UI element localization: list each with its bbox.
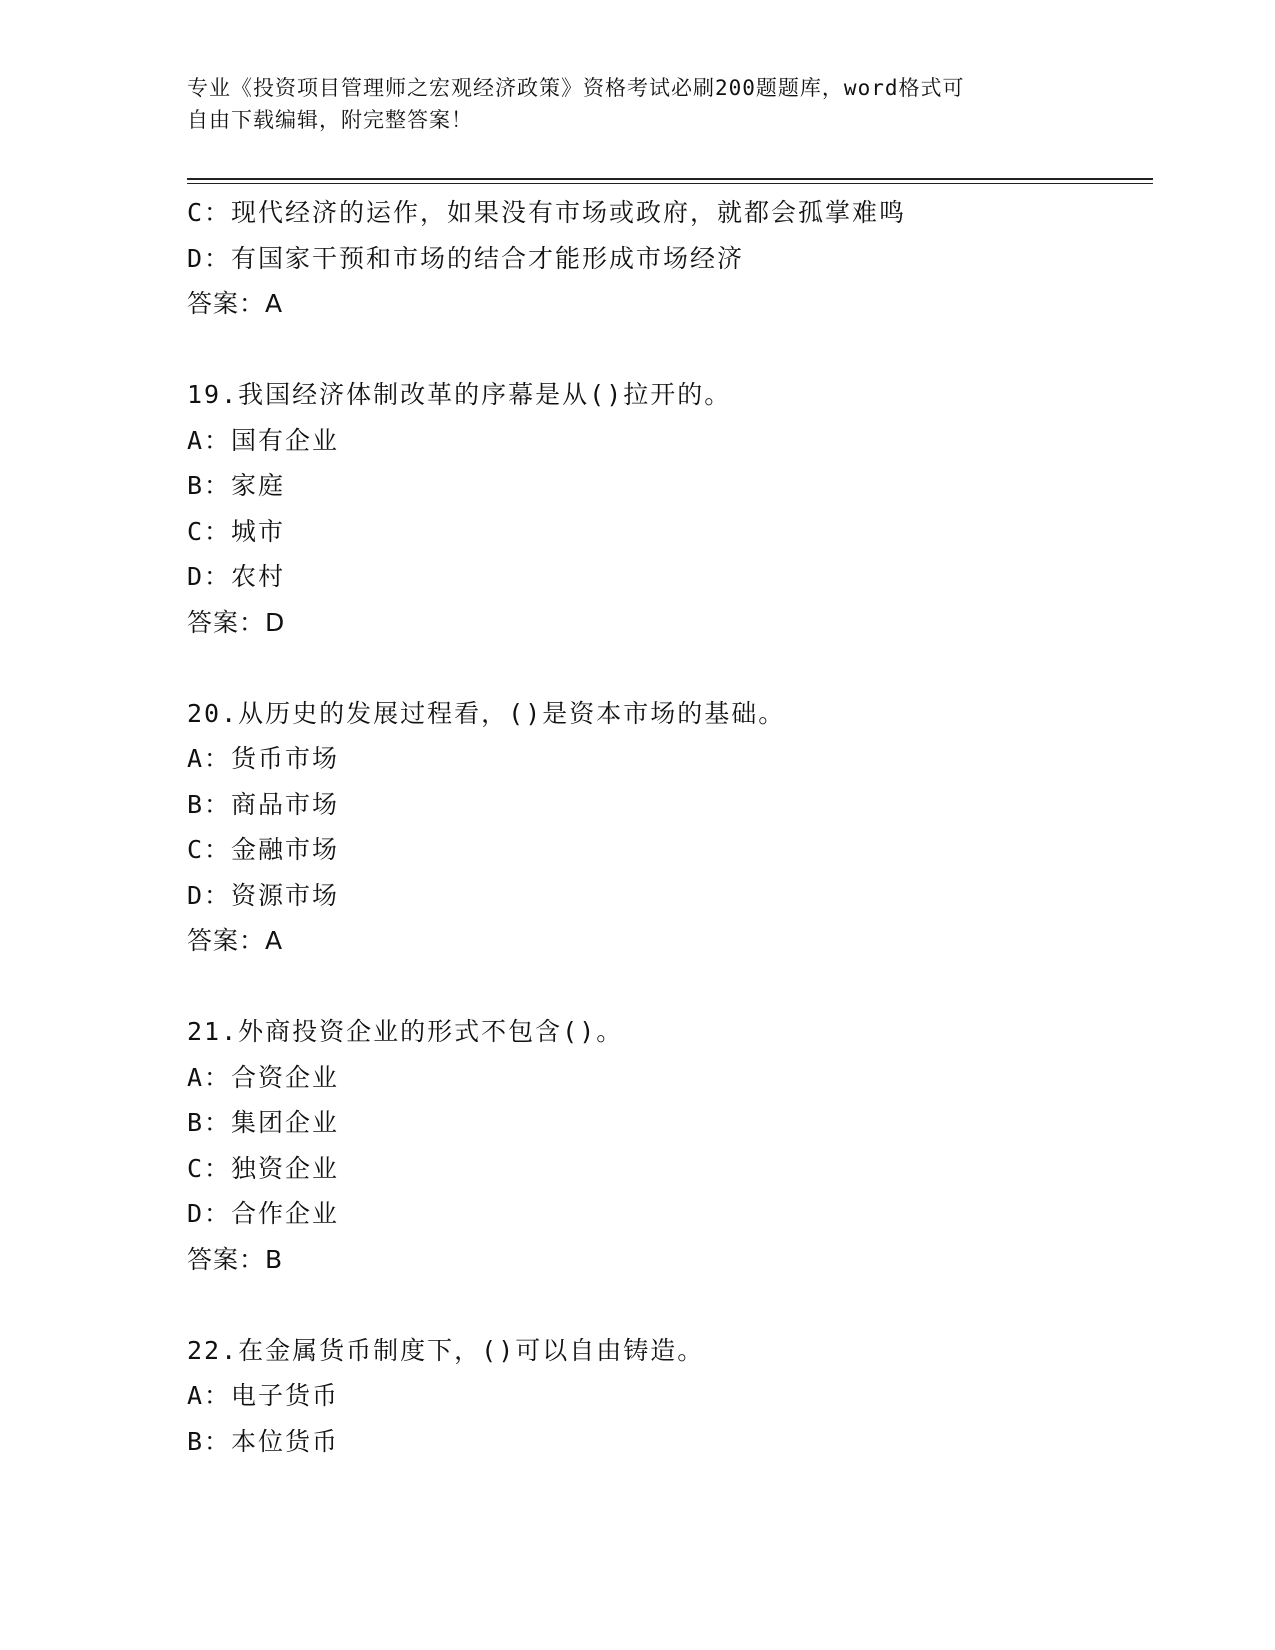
option-c: C：城市	[187, 516, 286, 546]
answer-line: 答案：A	[187, 289, 284, 318]
question-block-20	[187, 691, 1147, 964]
answer-line: 答案：B	[187, 1244, 284, 1274]
option-b: B：商品市场	[187, 789, 340, 819]
option-d: D：合作企业	[187, 1199, 340, 1228]
option-a: A：合资企业	[187, 1062, 340, 1092]
option-d: D：资源市场	[187, 880, 340, 910]
header-divider-thin	[187, 183, 1153, 184]
spacer	[187, 1282, 1147, 1328]
option-c: C：现代经济的运作，如果没有市场或政府，就都会孤掌难鸣	[187, 198, 907, 227]
option-a: A：国有企业	[187, 425, 340, 455]
question-block-continued	[187, 190, 1147, 327]
option-b: B：家庭	[187, 471, 286, 500]
question-block-21	[187, 1009, 1147, 1282]
question-stem: 20.从历史的发展过程看，()是资本市场的基础。	[187, 698, 786, 728]
option-c: C：金融市场	[187, 835, 340, 864]
option-d: D：有国家干预和市场的结合才能形成市场经济	[187, 243, 745, 273]
question-stem: 21.外商投资企业的形式不包含()。	[187, 1017, 624, 1046]
answer-line: 答案：A	[187, 926, 284, 955]
document-header	[187, 72, 1087, 136]
spacer	[187, 645, 1147, 691]
option-a: A：电子货币	[187, 1381, 340, 1410]
question-block-22	[187, 1328, 1147, 1465]
header-line-1: 专业《投资项目管理师之宏观经济政策》资格考试必刷200题题库，word格式可	[187, 76, 965, 100]
answer-line: 答案：D	[187, 607, 286, 637]
question-list	[187, 190, 1147, 1464]
option-c: C：独资企业	[187, 1153, 340, 1183]
question-stem: 22.在金属货币制度下，()可以自由铸造。	[187, 1335, 705, 1365]
option-d: D：农村	[187, 562, 286, 591]
header-line-2: 自由下载编辑，附完整答案！	[187, 108, 473, 132]
spacer	[187, 327, 1147, 373]
option-b: B：本位货币	[187, 1426, 340, 1456]
spacer	[187, 964, 1147, 1010]
option-b: B：集团企业	[187, 1108, 340, 1137]
option-a: A：货币市场	[187, 744, 340, 773]
question-stem: 19.我国经济体制改革的序幕是从()拉开的。	[187, 380, 732, 409]
header-divider-thick	[187, 178, 1153, 180]
question-block-19	[187, 372, 1147, 645]
